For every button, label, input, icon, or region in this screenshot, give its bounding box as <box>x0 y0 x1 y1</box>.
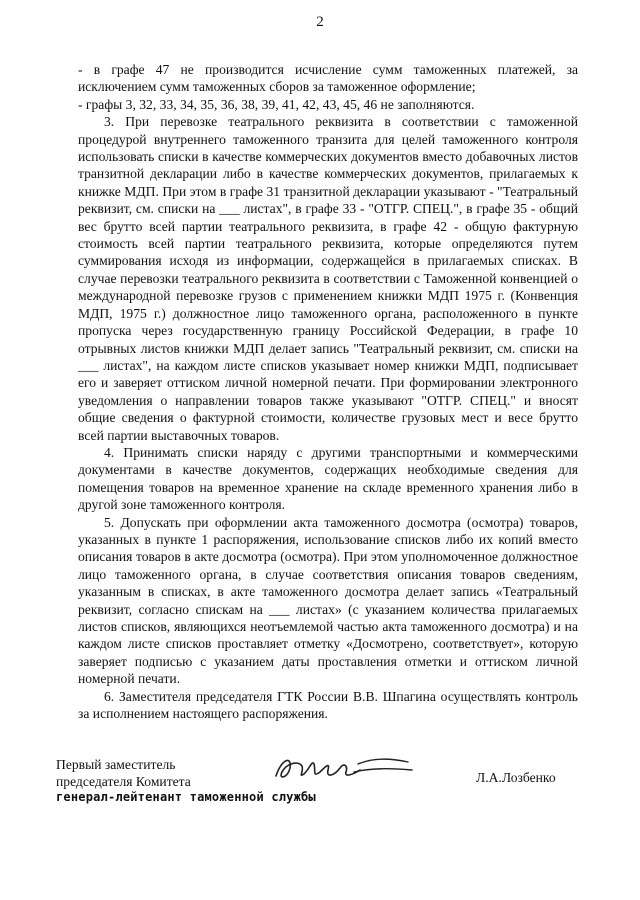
paragraph-item-5: 5. Допускать при оформлении акта таможенного досмотра (осмотра) товаров, указанных в пункте 1 распоряжения, использование списков либо их копий вместо описания товаров в акте досмотра (осмотра). При этом уполномоченное должностное лицо таможенного органа, в случае соответствия описания товаров сведениям, указанным в списках, в акте таможенного досмотра делает запись «Театральный реквизит, согласно спискам на ___ листах» (с указанием количества прилагаемых листов списков, являющихся неотъемлемой частью акта таможенного досмотра) и на каждом листе списков проставляет отметку «Досмотрено, соответствует», которую заверяет подписью с указанием даты проставления отметки и оттиском личной номерной печати. <box>78 514 578 687</box>
signatory-title-line1: Первый заместитель <box>56 757 176 772</box>
paragraph-item-4: 4. Принимать списки наряду с другими транспортными и коммерческими документами в качестве документов, содержащих необходимые сведения для помещения товаров на временное хранение на складе временного хранения либо в другой зоне таможенного контроля. <box>78 444 578 513</box>
signatory-rank: генерал-лейтенант таможенной службы <box>56 790 316 804</box>
paragraph-graphs-not-filled: - графы 3, 32, 33, 34, 35, 36, 38, 39, 41, 42, 43, 45, 46 не заполняются. <box>78 96 475 112</box>
handwritten-signature <box>268 750 418 788</box>
signatory-name: Л.А.Лозбенко <box>476 770 556 785</box>
paragraph-item-3: 3. При перевозке театрального реквизита в соответствии с таможенной процедурой внутреннего таможенного транзита для целей таможенного контроля использовать списки в качестве коммерческих документов вместо добавочных листов транзитной декларации либо в качестве коммерческих документов, прилагаемых к книжке МДП. При этом в графе 31 транзитной декларации указывают - "Театральный реквизит, см. списки на ___ листах", в графе 33 - "ОТГР. СПЕЦ.", в графе 35 - общий вес брутто всей партии театрального реквизита, в графе 42 - общую фактурную стоимость всей партии театрального реквизита, которые определяются путем суммирования исходя из информации, содержащейся в прилагаемых списках. В случае перевозки театрального реквизита в соответствии с Таможенной конвенцией о международной перевозке грузов с применением книжки МДП 1975 г. (Конвенция МДП, 1975 г.) должностное лицо таможенного органа, расположенного в пункте пропуска через государственную границу Российской Федерации, в графе 10 отрывных листов книжки МДП делает запись "Театральный реквизит, см. списки на ___ листах", на каждом листе списков указывает номер книжки МДП, подписывает его и заверяет оттиском личной номерной печати. При формировании электронного уведомления о направлении товаров также указывают "ОТГР. СПЕЦ." и вносят общие сведения о фактурной стоимости, количестве грузовых мест и весе брутто всей партии выставочных товаров. <box>78 114 578 443</box>
page-number: 2 <box>316 14 324 30</box>
paragraph-graph47: - в графе 47 не производится исчисление сумм таможенных платежей, за исключением сумм таможенных сборов за таможенное оформление; <box>78 62 578 95</box>
signatory-title-line2: председателя Комитета <box>56 774 191 789</box>
signature-block <box>56 756 586 816</box>
signatory-title <box>56 756 191 790</box>
document-body <box>78 61 578 722</box>
paragraph-item-6: 6. Заместителя председателя ГТК России В.В. Шпагина осуществлять контроль за исполнением настоящего распоряжения. <box>78 688 578 722</box>
